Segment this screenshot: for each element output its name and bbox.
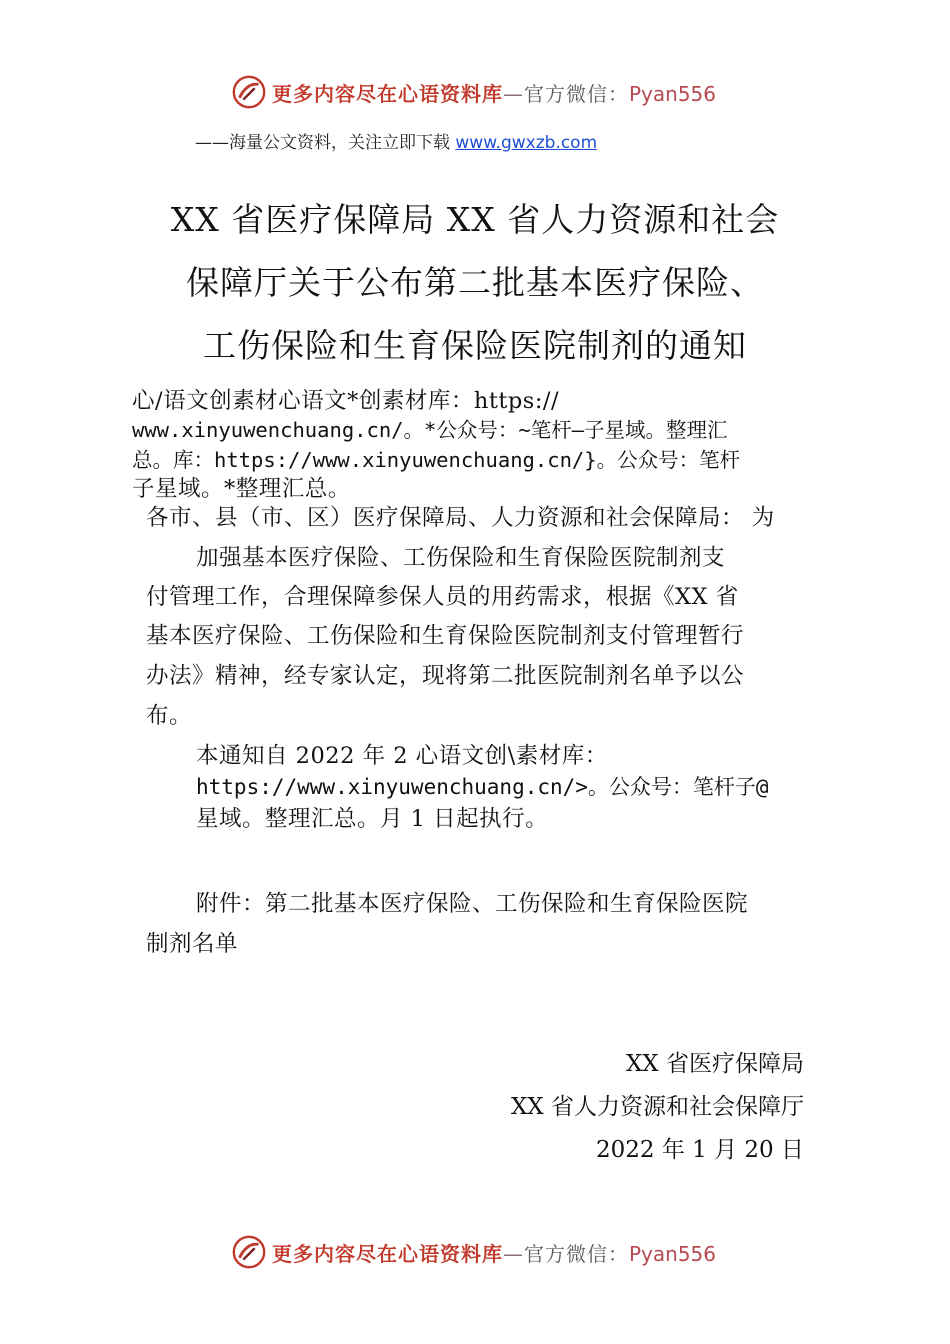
para2-line-3: 星域。整理汇总。月 1 日起执行。 [196, 806, 549, 832]
watermark-line-4: 子星域。*整理汇总。 [132, 476, 351, 502]
bottom-banner [0, 1230, 950, 1274]
banner-wechat-id: Pyan556 [629, 81, 717, 106]
title-line-2: 保障厅关于公布第二批基本医疗保险、 [186, 263, 764, 302]
addressee: 各市、县（市、区）医疗保障局、人力资源和社会保障局： 为 [146, 505, 775, 531]
banner-dash: — [503, 81, 524, 106]
title-line-1: XX 省医疗保障局 XX 省人力资源和社会 [170, 200, 780, 239]
top-banner [0, 70, 950, 114]
download-subline [195, 128, 597, 153]
para1-line-5: 布。 [146, 703, 193, 729]
signature-org-2: XX 省人力资源和社会保障厅 [510, 1094, 804, 1120]
download-link[interactable]: www.gwxzb.com [455, 133, 598, 153]
para2-line-1: 本通知自 2022 年 2 心语文创\素材库： [196, 743, 608, 769]
para1-line-2: 付管理工作，合理保障参保人员的用药需求，根据《XX 省 [146, 584, 739, 610]
para1-line-1: 加强基本医疗保险、工伤保险和生育保险医院制剂支 [196, 545, 726, 571]
banner-wechat-label: 官方微信： [524, 1241, 629, 1266]
attachment-line-2: 制剂名单 [146, 931, 239, 957]
watermark-line-1: 心/语文创素材心语文*创素材库：https:// [132, 388, 560, 414]
hand-pen-logo-icon [230, 1233, 268, 1271]
watermark-line-2: www.xinyuwenchuang.cn/。*公众号：~笔杆—子星域。整理汇 [132, 418, 728, 442]
para2-line-2: https://www.xinyuwenchuang.cn/>。公众号：笔杆子@ [196, 775, 769, 799]
signature-date: 2022 年 1 月 20 日 [596, 1137, 804, 1163]
signature-org-1: XX 省医疗保障局 [625, 1051, 804, 1077]
para1-line-4: 办法》精神，经专家认定，现将第二批医院制剂名单予以公 [146, 663, 745, 689]
subline-prefix: ——海量公文资料，关注立即下载 [195, 133, 456, 153]
attachment-line-1: 附件：第二批基本医疗保险、工伤保险和生育保险医院 [196, 891, 749, 917]
banner-red-text: 更多内容尽在心语资料库 [272, 81, 503, 106]
watermark-line-3: 总。库：https://www.xinyuwenchuang.cn/}。公众号：笔杆 [132, 448, 741, 472]
title-line-3: 工伤保险和生育保险医院制剂的通知 [203, 326, 747, 365]
banner-red-text: 更多内容尽在心语资料库 [272, 1241, 503, 1266]
para1-line-3: 基本医疗保险、工伤保险和生育保险医院制剂支付管理暂行 [146, 623, 745, 649]
banner-wechat-label: 官方微信： [524, 81, 629, 106]
hand-pen-logo-icon [230, 73, 268, 111]
banner-dash: — [503, 1241, 524, 1266]
banner-wechat-id: Pyan556 [629, 1241, 717, 1266]
